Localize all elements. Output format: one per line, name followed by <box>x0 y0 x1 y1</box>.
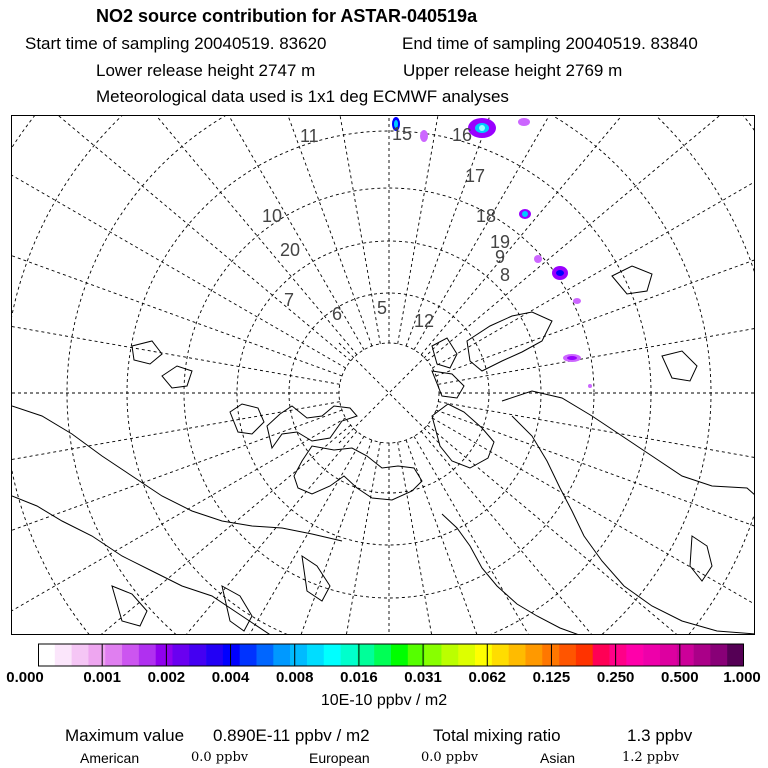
colorbar-segment <box>727 644 744 666</box>
colorbar-segment <box>525 644 542 666</box>
colorbar-segment <box>643 644 660 666</box>
colorbar-segment <box>509 644 526 666</box>
total-mixing-value: 1.3 ppbv <box>627 726 693 745</box>
colorbar-segment <box>559 644 576 666</box>
end-time-label: End time of sampling 20040519. 83840 <box>402 34 698 53</box>
coastline <box>442 514 582 635</box>
coastline <box>467 312 552 371</box>
plume-patch <box>567 356 577 360</box>
colorbar-tick-label: 0.016 <box>340 669 378 686</box>
colorbar-segment <box>55 644 72 666</box>
region-name-european: European <box>309 750 370 766</box>
colorbar-segment <box>324 644 341 666</box>
colorbar-segment <box>660 644 677 666</box>
meridian-line <box>12 271 343 384</box>
day-label: 18 <box>476 206 497 226</box>
latitude-circle <box>184 188 594 598</box>
colorbar-unit: 10E-10 ppbv / m2 <box>320 692 448 709</box>
meridian-line <box>421 116 755 355</box>
meridian-line <box>12 116 357 355</box>
plume-patch <box>588 384 592 388</box>
map-title: NO2 source contribution for ASTAR-040519a <box>96 6 478 26</box>
colorbar-segment <box>273 644 290 666</box>
meridian-line <box>436 154 755 376</box>
coastline <box>612 266 652 294</box>
colorbar-segment <box>257 644 274 666</box>
met-data-label: Meteorological data used is 1x1 deg ECMWF analyses <box>96 87 509 106</box>
colorbar-tick-label: 0.031 <box>404 669 442 686</box>
day-label: 5 <box>377 298 388 318</box>
colorbar-segment <box>374 644 391 666</box>
plume-patch <box>420 130 428 142</box>
colorbar-segment <box>475 644 492 666</box>
coastline <box>230 404 264 434</box>
day-label: 11 <box>300 126 319 146</box>
colorbar-segment <box>610 644 627 666</box>
colorbar-tick-label: 0.062 <box>468 669 507 686</box>
colorbar-segment <box>458 644 475 666</box>
colorbar-tick-label: 0.125 <box>532 669 571 686</box>
colorbar-tick-label: 0.250 <box>596 669 635 686</box>
meridian-line <box>39 436 364 635</box>
coastline <box>432 404 494 468</box>
region-name-asian: Asian <box>540 750 576 766</box>
coastline <box>222 586 252 631</box>
colorbar-tick-label: 0.002 <box>147 669 186 686</box>
day-label: 6 <box>332 304 343 324</box>
meridian-line <box>12 425 351 635</box>
max-value: 0.890E-11 ppbv / m2 <box>213 726 370 745</box>
colorbar-tick-label: 0.008 <box>275 669 314 686</box>
colorbar-segment <box>441 644 458 666</box>
day-labels <box>262 124 510 331</box>
coastline <box>162 366 192 388</box>
coastline <box>12 496 272 635</box>
plume-patch <box>573 298 581 304</box>
max-value-label: Maximum value <box>65 726 185 745</box>
colorbar-segment <box>139 644 156 666</box>
colorbar-segment <box>425 644 442 666</box>
meridian-line <box>267 442 380 635</box>
meridian-line <box>406 440 628 635</box>
colorbar-tick-label: 0.000 <box>6 669 44 686</box>
colorbar-segment <box>72 644 89 666</box>
colorbar-tick-label: 0.500 <box>661 669 699 686</box>
region-value-asian: 1.2 ppbv <box>622 750 680 765</box>
day-label: 8 <box>500 265 511 285</box>
lower-release-label: Lower release height 2747 m <box>96 61 316 80</box>
upper-release-label: Upper release height 2769 m <box>403 61 623 80</box>
map-canvas <box>12 116 755 635</box>
colorbar-segment <box>122 644 139 666</box>
plume-patch <box>518 118 530 126</box>
meridian-line <box>12 431 357 635</box>
colorbar-tick-label: 0.004 <box>211 669 250 686</box>
colorbar-segment <box>408 644 425 666</box>
start-time-label: Start time of sampling 20040519. 83620 <box>25 34 327 53</box>
meridian-line <box>12 418 346 635</box>
region-value-european: 0.0 ppbv <box>421 750 479 765</box>
colorbar-segment <box>576 644 593 666</box>
meridian-line <box>432 116 755 368</box>
plume-patch <box>556 270 564 276</box>
coastline <box>690 536 712 581</box>
no2-plume <box>392 117 592 388</box>
day-label: 20 <box>280 240 301 260</box>
colorbar-segment <box>593 644 610 666</box>
coastlines <box>12 266 755 635</box>
meridian-line <box>12 402 340 515</box>
day-label: 15 <box>392 124 413 144</box>
total-mixing-label: Total mixing ratio <box>433 726 561 745</box>
day-label: 16 <box>452 125 473 145</box>
colorbar-segment <box>391 644 408 666</box>
colorbar-segment <box>88 644 105 666</box>
meridian-line <box>421 431 755 635</box>
meridian-line <box>12 154 342 376</box>
coastline <box>662 351 697 381</box>
day-label: 17 <box>465 166 486 186</box>
colorbar-segment <box>206 644 223 666</box>
plume-patch <box>534 255 542 263</box>
colorbar-segment <box>307 644 324 666</box>
colorbar-segment <box>105 644 122 666</box>
meridian-line <box>432 418 755 635</box>
meridian-line <box>427 425 755 635</box>
meridian-line <box>398 116 511 344</box>
day-label: 12 <box>414 311 435 331</box>
meridian-line <box>398 442 511 635</box>
day-label: 7 <box>284 290 295 310</box>
colorbar-tick-label: 0.001 <box>83 669 121 686</box>
colorbar <box>38 643 744 667</box>
region-value-american: 0.0 ppbv <box>191 750 249 765</box>
coastline <box>132 341 162 364</box>
meridian-line <box>39 116 364 350</box>
colorbar-tick-label: 1.000 <box>723 669 761 686</box>
meridian-line <box>150 440 372 635</box>
plume-patch <box>479 125 485 131</box>
coastline <box>432 371 464 398</box>
colorbar-segment <box>240 644 257 666</box>
colorbar-segment <box>542 644 559 666</box>
region-name-american: American <box>80 750 140 766</box>
colorbar-segment <box>694 644 711 666</box>
meridian-line <box>414 116 739 350</box>
colorbar-segment <box>341 644 358 666</box>
polar-map <box>11 115 755 635</box>
plume-patch <box>522 211 528 217</box>
colorbar-segment <box>492 644 509 666</box>
colorbar-segment <box>38 644 55 666</box>
colorbar-segment <box>710 644 727 666</box>
day-label: 10 <box>262 206 283 226</box>
colorbar-segment <box>626 644 643 666</box>
colorbar-segment <box>223 644 240 666</box>
colorbar-segment <box>290 644 307 666</box>
day-label: 9 <box>495 247 506 267</box>
colorbar-segment <box>357 644 374 666</box>
coastline <box>112 586 147 626</box>
colorbar-segment <box>189 644 206 666</box>
coastline <box>432 338 457 368</box>
colorbar-segment <box>172 644 189 666</box>
day-label: 19 <box>490 232 511 252</box>
colorbar-segment <box>156 644 173 666</box>
